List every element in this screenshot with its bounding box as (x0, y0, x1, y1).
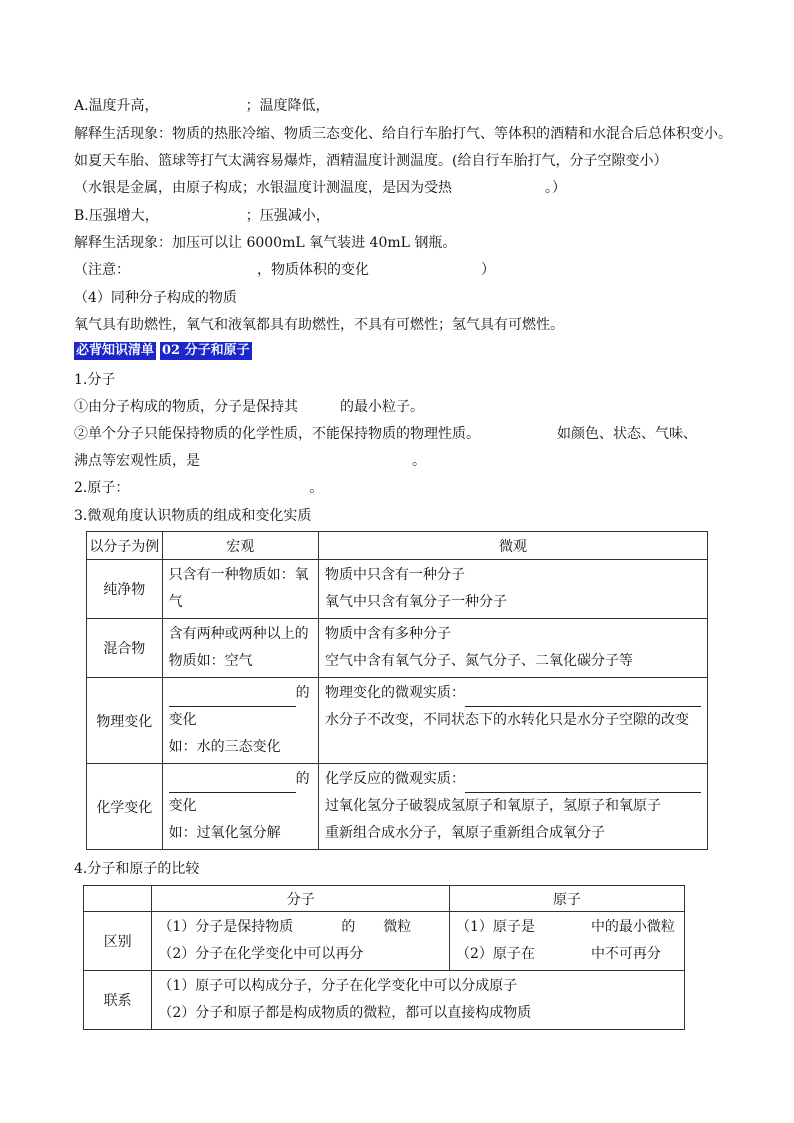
explain-line-3: 解释生活现象：加压可以让 6000mL 氧气装进 40mL 钢瓶。 (74, 235, 457, 251)
mercury-line (74, 178, 566, 198)
cell-text: 物质中只含有一种分子 (324, 567, 465, 583)
molecule-def-3b: 。 (412, 453, 426, 469)
cell-text: （1）分子是保持物质 (158, 919, 294, 935)
same-molecule-heading: （4）同种分子构成的物质 (74, 290, 237, 306)
molecule-def-3a: 沸点等宏观性质，是 (74, 453, 200, 469)
row-label: 纯净物 (87, 560, 163, 619)
table-row (87, 619, 708, 678)
row-label: 混合物 (87, 619, 163, 678)
atom-title (74, 478, 323, 498)
micro-view-table (86, 531, 708, 850)
molecule-def-1b: 的最小粒子。 (340, 399, 424, 415)
row-macro (162, 619, 318, 678)
compare-title: 4.分子和原子的比较 (74, 861, 200, 877)
table-header-macro (162, 532, 318, 560)
fill-blank (465, 690, 701, 707)
compare-table (83, 885, 685, 1030)
cell-text: 物理变化的微观实质： (324, 685, 465, 701)
cell-text: 中的最小微粒 (590, 919, 675, 935)
row-label: 化学变化 (87, 764, 163, 850)
oxygen-line: 氧气具有助燃性，氧气和液氧都具有助燃性，不具有可燃性；氢气具有可燃性。 (74, 317, 564, 333)
row-macro (162, 764, 318, 850)
header-atom: 原子 (450, 886, 685, 912)
table-row (87, 560, 708, 619)
molecule-title: 1.分子 (74, 372, 116, 388)
table-row (87, 764, 708, 850)
molecule-def-2b: 如颜色、状态、气味、 (557, 426, 697, 442)
row-macro (162, 678, 318, 764)
note-end: ） (481, 262, 495, 278)
cell-text: （1）原子是 (456, 919, 535, 935)
note-mid: ，物质体积的变化 (257, 262, 369, 278)
cell-text: 重新组合成水分子，氧原子重新组合成氧分子 (324, 825, 605, 841)
table-header-example (87, 532, 163, 560)
cell-text: 如：水的三态变化 (168, 739, 281, 755)
fill-blank (465, 776, 701, 793)
cell-text: 气 (168, 594, 183, 610)
cell-text: 空气中含有氧气分子、氮气分子、二氧化碳分子等 (324, 653, 633, 669)
fill-blank (169, 776, 296, 793)
fill-blank (169, 690, 296, 707)
cell-text: 的 (341, 919, 356, 935)
cell-text: 微粒 (383, 919, 412, 935)
cell-text: （2）分子在化学变化中可以再分 (158, 946, 364, 962)
cell-text: （2）分子和原子都是构成物质的微粒，都可以直接构成物质 (158, 1005, 532, 1021)
section-heading (74, 342, 252, 360)
cell-text: 过氧化氢分子破裂成氢原子和氧原子，氢原子和氧原子 (324, 798, 661, 814)
note-line (74, 260, 495, 280)
cell-text: 氧气中只含有氧分子一种分子 (324, 594, 507, 610)
header-text: 以分子为例 (89, 538, 160, 555)
mercury-text: （水银是金属，由原子构成；水银温度计测温度，是因为受热 (74, 180, 452, 196)
row-molecule (152, 912, 450, 971)
pressure-down-text: ；压强减小， (245, 208, 330, 224)
row-label: 联系 (84, 971, 152, 1030)
cell-text: 含有两种或两种以上的 (168, 626, 309, 642)
atom-title-b: 。 (309, 480, 324, 496)
temp-fall-text: ；温度降低， (245, 98, 330, 114)
header-molecule: 分子 (152, 886, 450, 912)
row-atom (450, 912, 685, 971)
temp-line (74, 96, 330, 116)
molecule-def-2 (74, 424, 697, 444)
row-relation (152, 971, 685, 1030)
row-micro (318, 619, 707, 678)
heading-label: 必背知识清单 (76, 343, 155, 358)
cell-text: 如：过氧化氢分解 (168, 825, 281, 841)
pressure-up-text: B.压强增大， (74, 208, 159, 224)
temp-rise-text: A.温度升高， (74, 98, 159, 114)
cell-text: （1）原子可以构成分子，分子在化学变化中可以分成原子 (158, 978, 518, 994)
table-header-micro (318, 532, 707, 560)
cell-text: （2）原子在 (456, 946, 535, 962)
molecule-def-1 (74, 397, 424, 417)
table-row (87, 678, 708, 764)
cell-text: 变化 (168, 798, 197, 814)
table-row (84, 971, 685, 1030)
cell-text: 的 (295, 771, 310, 787)
row-micro (318, 678, 707, 764)
mercury-end: 。） (545, 180, 566, 196)
header-text: 宏观 (226, 538, 255, 555)
row-micro (318, 560, 707, 619)
atom-title-a: 2.原子： (74, 480, 130, 496)
micro-view-title: 3.微观角度认识物质的组成和变化实质 (74, 508, 312, 524)
molecule-def-3 (74, 451, 426, 471)
cell-text: 物质如：空气 (168, 653, 253, 669)
molecule-def-2a: ②单个分子只能保持物质的化学性质，不能保持物质的物理性质。 (74, 426, 480, 442)
table-row (84, 912, 685, 971)
note-prefix: （注意： (74, 262, 130, 278)
cell-text: 变化 (168, 712, 197, 728)
corner-cell (84, 886, 152, 912)
row-label: 区别 (84, 912, 152, 971)
cell-text: 中不可再分 (590, 946, 661, 962)
row-micro (318, 764, 707, 850)
row-macro (162, 560, 318, 619)
cell-text: 水分子不改变，不同状态下的水转化只是水分子空隙的改变 (324, 712, 689, 728)
cell-text: 的 (295, 685, 310, 701)
cell-text: 物质中含有多种分子 (324, 626, 451, 642)
pressure-line (74, 206, 330, 226)
explain-line-2: 如夏天车胎、篮球等打气太满容易爆炸，酒精温度计测温度。(给自行车胎打气，分子空隙变小） (74, 153, 668, 169)
heading-title: 02 分子和原子 (162, 343, 250, 358)
cell-text: 只含有一种物质如：氧 (168, 567, 309, 583)
row-label: 物理变化 (87, 678, 163, 764)
explain-line-1: 解释生活现象：物质的热胀冷缩、物质三态变化、给自行车胎打气、等体积的酒精和水混合后总体积变小。 (74, 126, 732, 142)
header-text: 微观 (498, 538, 527, 555)
molecule-def-1a: ①由分子构成的物质，分子是保持其 (74, 399, 298, 415)
cell-text: 化学反应的微观实质： (324, 771, 465, 787)
